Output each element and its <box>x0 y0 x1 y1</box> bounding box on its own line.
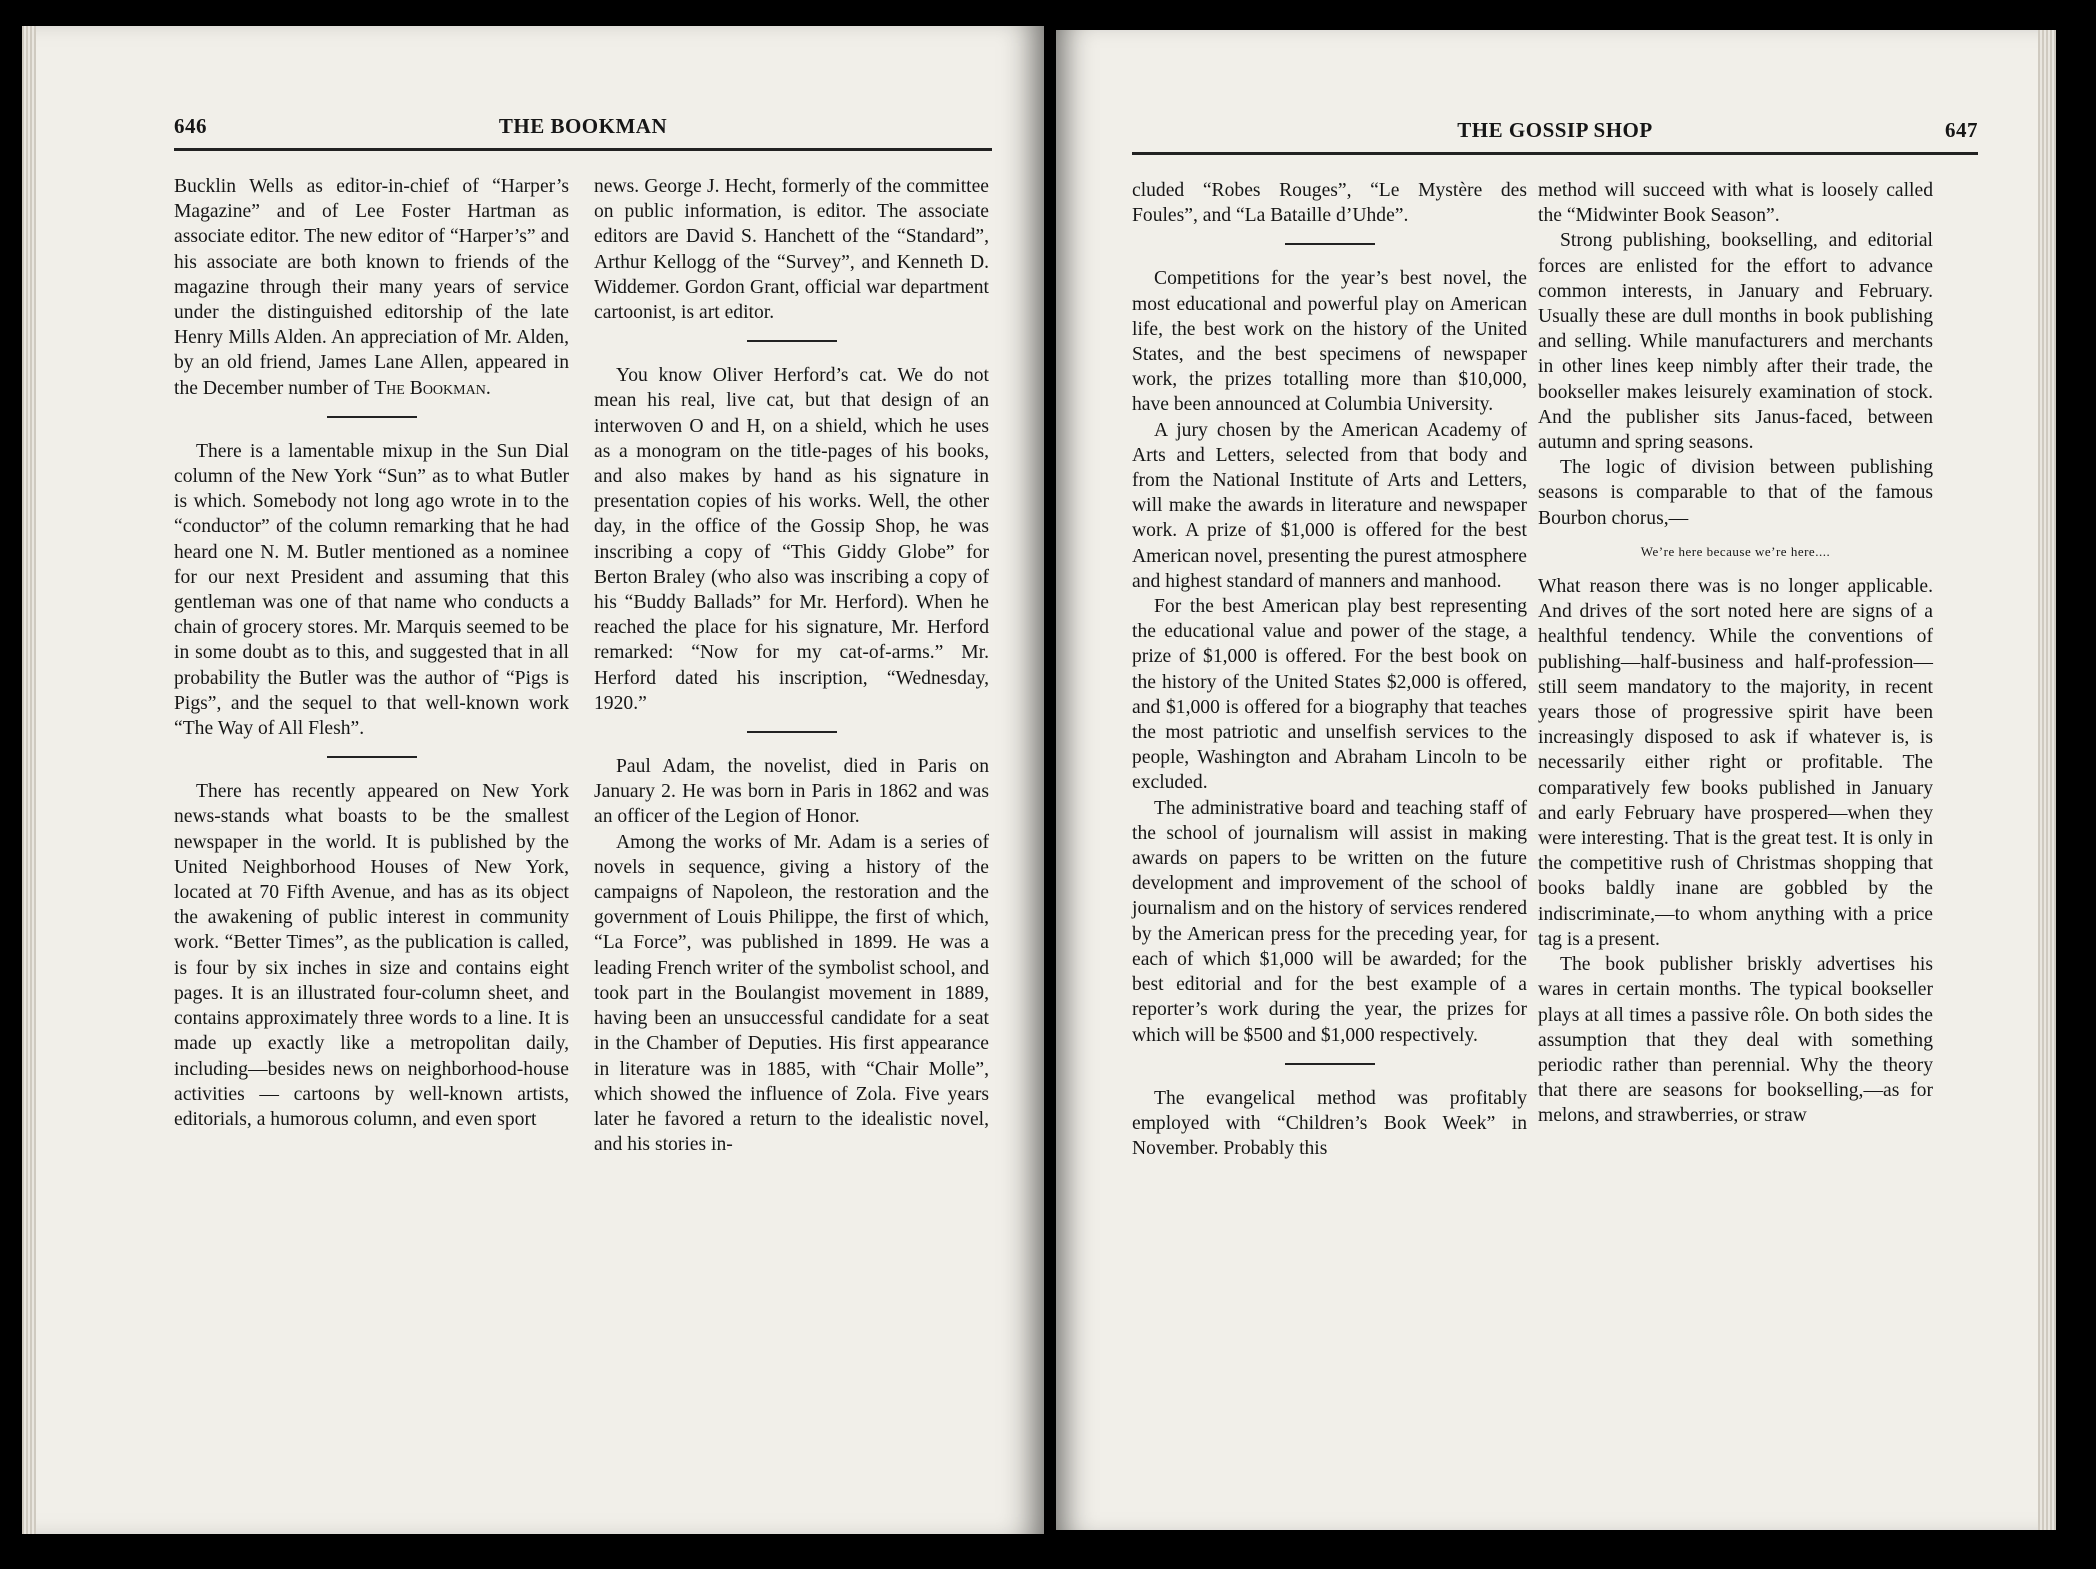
section-divider <box>327 756 417 758</box>
section-divider <box>747 731 837 733</box>
running-head-title-right: THE GOSSIP SHOP <box>1457 118 1653 142</box>
paragraph: The evangelical method was profitably employed with “Children’s Book Week” in November. Probably this <box>1132 1087 1527 1160</box>
right-column-1 <box>1132 178 1527 1161</box>
chorus-quote: We’re here because we’re here.... <box>1640 543 1831 559</box>
right-column-2 <box>1538 178 1933 1129</box>
left-column-2 <box>594 174 989 1157</box>
paragraph: The administrative board and teaching staff of the school of journalism will assist in making awards on papers to be written on the future development and improvement of the school of journalism and on the history of services rendered by the American press for the preceding year, for each of which $1,000 will be awarded; for the best editorial and for the best example of a reporter’s work during the year, the prizes for which will be $500 and $1,000 respectively. <box>1132 797 1527 1046</box>
paragraph: You know Oliver Herford’s cat. We do not mean his real, live cat, but that design of an interwoven O and H, on a shield, which he uses as a monogram on the title-pages of his books, and also makes by hand as his signature in presentation copies of his works. Well, the other day, in the office of the Gossip Shop, he was inscribing a copy of “This Giddy Globe” for Berton Braley (who also was inscribing a copy of his “Buddy Ballads” for Mr. Herford). When he reached the place for his signature, Mr. Herford remarked: “Now for my cat-of-arms.” Mr. Herford dated his inscription, “Wednesday, 1920.” <box>594 365 989 714</box>
section-divider <box>1285 1063 1375 1065</box>
paragraph-text: Bucklin Wells as editor-in-chief of “Harper’s Magazine” and of Lee Foster Hartman as associate editor. The new editor of “Harper’s” and his associate are both known to friends of the magazine through their many years of service under the distinguished editorship of the late Henry Mills Alden. An appreciation of Mr. Alden, by an old friend, James Lane Allen, appeared in the December number of <box>174 176 569 399</box>
section-divider <box>747 340 837 342</box>
paragraph: Bucklin Wells as editor-in-chief of “Harper’s Magazine” and of Lee Foster Hartman as associate editor. The new editor of “Harper’s” and his associate are both known to friends of the magazine through their many years of service under the distinguished editorship of the late Henry Mills Alden. An appreciation of Mr. Alden, by an old friend, James Lane Allen, appeared in the December number of The Bookman. <box>174 176 569 399</box>
paragraph: Paul Adam, the novelist, died in Paris on January 2. He was born in Paris in 1862 and was an officer of the Legion of Honor. <box>594 756 989 828</box>
running-head-right <box>1132 112 1978 155</box>
section-divider <box>327 416 417 418</box>
running-head-left <box>174 108 992 151</box>
paragraph: There is a lamentable mixup in the Sun Dial column of the New York “Sun” as to what Butler is which. Somebody not long ago wrote in to the “conductor” of the column remarking that he had heard one N. M. Butler mentioned as a nominee for our next President and assuming that this gentleman was one of that name who conducts a chain of grocery stores. Mr. Marquis seemed to be in some doubt as to this, and suggested that in all probability the Butler was the author of “Pigs is Pigs”, and the sequel to that well-known work “The Way of All Flesh”. <box>174 440 569 740</box>
page-number-left: 646 <box>174 114 207 138</box>
running-head-title-left: THE BOOKMAN <box>498 114 668 138</box>
right-page <box>1056 30 2056 1530</box>
paragraph: There has recently appeared on New York news-stands what boasts to be the smallest newspaper in the world. It is published by the United Neighborhood Houses of New York, located at 70 Fifth Avenue, and has as its object the awakening of public interest in community work. “Better Times”, as the publication is called, is four by six inches in size and contains eight pages. It is an illustrated four-column sheet, and contains approximately three words to a line. It is made up exactly like a metropolitan daily, including—besides news on neighborhood-house activities — cartoons by well-known artists, editorials, a humorous column, and even sport <box>174 781 569 1130</box>
paragraph: news. George J. Hecht, formerly of the committee on public information, is editor. The associate editors are David S. Hanchett of the “Standard”, Arthur Kellogg of the “Survey”, and Kenneth D. Widdemer. Gordon Grant, official war department cartoonist, is art editor. <box>594 176 989 324</box>
paragraph: The book publisher briskly advertises his wares in certain months. The typical bookseller plays at all times a passive rôle. On both sides the assumption that they deal with something periodic rather than perennial. Why the theory that there are seasons for bookselling,—as for melons, and strawberries, or straw <box>1538 954 1933 1127</box>
page-number-right: 647 <box>1945 118 1978 142</box>
left-column-1 <box>174 174 569 1132</box>
paragraph: For the best American play best representing the educational value and power of the stage, a prize of $1,000 is offered. For the best book on the history of the United States $2,000 is offered, and $1,000 is offered for a biography that teaches the most patriotic and unselfish services to the people, Washington and Abraham Lincoln to be excluded. <box>1132 596 1527 794</box>
section-divider <box>1285 243 1375 245</box>
paragraph: What reason there was is no longer applicable. And drives of the sort noted here are signs of a healthful tendency. While the conventions of publishing—half-business and half-profession—still seem mandatory to the majority, in recent years those of progressive spirit have been increasingly disposed to ask if whatever is, is necessarily either right or profitable. The comparatively few books published in January and early February have prospered—when they were interesting. That is the great test. It is only in the competitive rush of Christmas shopping that books baldly inane are gobbled by the indiscriminate,—to whom anything with a price tag is a present. <box>1538 576 1933 950</box>
left-page <box>22 26 1044 1534</box>
magazine-name: The Bookman <box>374 377 486 399</box>
paragraph: A jury chosen by the American Academy of Arts and Letters, selected from that body and from the National Institute of Arts and Letters, will make the awards in literature and newspaper work. A prize of $1,000 is offered for the best American novel, presenting the purest atmosphere and highest standard of manners and manhood. <box>1132 419 1527 592</box>
paragraph: Among the works of Mr. Adam is a series of novels in sequence, giving a history of the campaigns of Napoleon, the restoration and the government of Louis Philippe, the first of which, “La Force”, was published in 1899. He was a leading French writer of the symbolist school, and took part in the Boulangist movement in 1889, having been an unsuccessful candidate for a seat in the Chamber of Deputies. His first appearance in literature was in 1885, with “Chair Molle”, which showed the influence of Zola. Five years later he favored a return to the idealistic novel, and his stories in- <box>594 831 989 1156</box>
page-edge-left <box>22 26 36 1534</box>
page-edge-right <box>2038 30 2056 1530</box>
paragraph: cluded “Robes Rouges”, “Le Mystère des Foules”, and “La Bataille d’Uhde”. <box>1132 180 1527 227</box>
paragraph: Competitions for the year’s best novel, the most educational and powerful play on American life, the best work on the history of the United States, and the best specimens of newspaper work, the prizes totalling more than $10,000, have been announced at Columbia University. <box>1132 268 1527 416</box>
paragraph: method will succeed with what is loosely called the “Midwinter Book Season”. <box>1538 180 1933 227</box>
paragraph: The logic of division between publishing seasons is comparable to that of the famous Bourbon chorus,— <box>1538 457 1933 529</box>
paragraph: Strong publishing, bookselling, and editorial forces are enlisted for the effort to advance common interests, in January and February. Usually these are dull months in book publishing and selling. While manufacturers and merchants in other lines keep nimbly after their trade, the bookseller makes leisurely examination of stock. And the publisher sits Janus-faced, between autumn and spring seasons. <box>1538 230 1933 454</box>
